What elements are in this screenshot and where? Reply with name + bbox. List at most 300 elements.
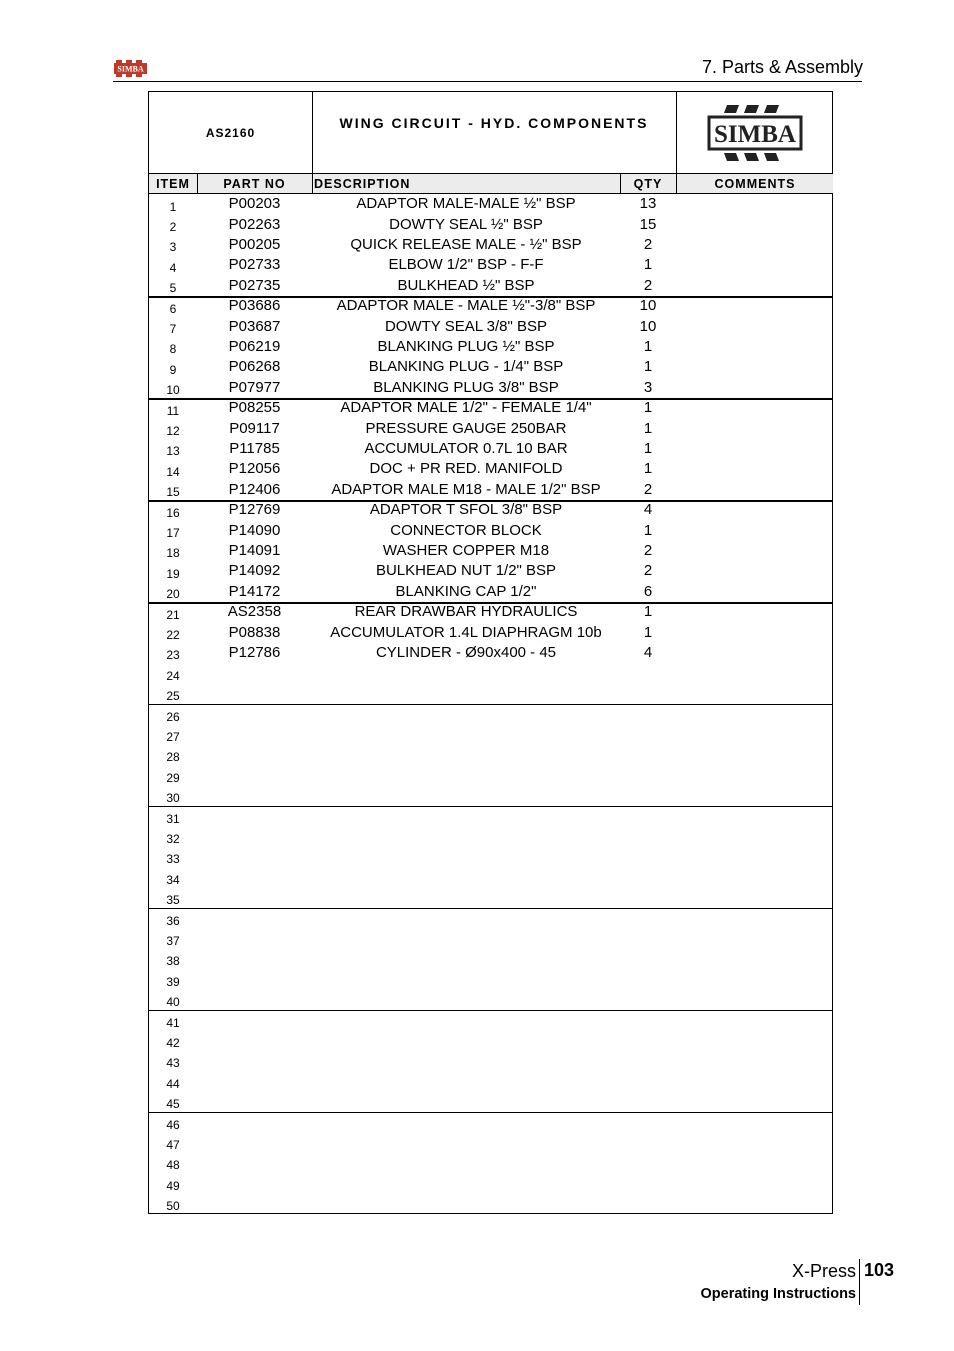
cell-part-number: P00203 bbox=[228, 195, 281, 213]
table-row bbox=[149, 887, 832, 907]
cell-item-number: 47 bbox=[166, 1138, 180, 1153]
table-row bbox=[149, 214, 832, 234]
cell-description: ADAPTOR MALE M18 - MALE 1/2" BSP bbox=[331, 480, 601, 498]
cell-part-number bbox=[197, 683, 312, 703]
cell-item-number: 2 bbox=[169, 220, 177, 235]
cell-part-number: P02733 bbox=[228, 256, 281, 274]
cell-description: ADAPTOR MALE-MALE ½" BSP bbox=[356, 195, 576, 213]
table-row bbox=[149, 602, 832, 622]
cell-item-number: 36 bbox=[166, 913, 180, 928]
cell-description: QUICK RELEASE MALE - ½" BSP bbox=[350, 235, 582, 253]
cell-comments bbox=[676, 214, 833, 234]
cell-quantity: 1 bbox=[643, 521, 653, 539]
cell-quantity: 6 bbox=[643, 582, 653, 600]
cell-item-number: 12 bbox=[166, 424, 180, 439]
table-row bbox=[149, 1091, 832, 1111]
cell-part-number bbox=[197, 846, 312, 866]
table-row bbox=[149, 1010, 832, 1030]
cell-item-number: 21 bbox=[166, 607, 180, 622]
table-row bbox=[149, 581, 832, 601]
cell-comments bbox=[676, 948, 833, 968]
table-row bbox=[149, 826, 832, 846]
cell-comments bbox=[676, 418, 833, 438]
cell-comments bbox=[676, 928, 833, 948]
cell-comments bbox=[676, 1132, 833, 1152]
table-row bbox=[149, 867, 832, 887]
cell-quantity: 2 bbox=[643, 541, 653, 559]
cell-item-number: 32 bbox=[166, 832, 180, 847]
cell-description bbox=[312, 806, 620, 826]
cell-part-number bbox=[197, 806, 312, 826]
cell-description: PRESSURE GAUGE 250BAR bbox=[365, 419, 567, 437]
page-number: 103 bbox=[864, 1260, 895, 1280]
cell-description: BULKHEAD NUT 1/2" BSP bbox=[375, 562, 557, 580]
cell-quantity bbox=[620, 1173, 676, 1193]
logo-text: SIMBA bbox=[713, 120, 796, 148]
cell-part-number bbox=[197, 908, 312, 928]
cell-part-number bbox=[197, 887, 312, 907]
cell-part-number bbox=[197, 704, 312, 724]
cell-part-number bbox=[197, 928, 312, 948]
table-row bbox=[149, 704, 832, 724]
cell-part-number: AS2358 bbox=[227, 603, 282, 621]
cell-part-number: P08838 bbox=[228, 623, 281, 641]
cell-comments bbox=[676, 602, 833, 622]
cell-description bbox=[312, 1132, 620, 1152]
cell-item-number: 42 bbox=[166, 1036, 180, 1051]
cell-comments bbox=[676, 969, 833, 989]
cell-part-number: P03687 bbox=[228, 317, 281, 335]
cell-description bbox=[312, 1010, 620, 1030]
cell-item-number: 1 bbox=[169, 199, 177, 214]
cell-quantity bbox=[620, 846, 676, 866]
cell-part-number: P07977 bbox=[228, 378, 281, 396]
table-row bbox=[149, 255, 832, 275]
cell-item-number: 5 bbox=[169, 281, 177, 296]
cell-comments bbox=[676, 194, 833, 214]
cell-comments bbox=[676, 989, 833, 1009]
cell-item-number: 14 bbox=[166, 464, 180, 479]
cell-part-number: P12786 bbox=[228, 643, 281, 661]
table-row bbox=[149, 663, 832, 683]
footer-divider bbox=[859, 1259, 860, 1305]
cell-part-number bbox=[197, 663, 312, 683]
cell-item-number: 25 bbox=[166, 689, 180, 704]
cell-part-number: P03686 bbox=[228, 297, 281, 315]
cell-quantity bbox=[620, 1010, 676, 1030]
cell-quantity bbox=[620, 826, 676, 846]
cell-comments bbox=[676, 377, 833, 397]
table-row bbox=[149, 989, 832, 1009]
cell-description: BLANKING CAP 1/2" bbox=[395, 582, 537, 600]
cell-part-number: P02735 bbox=[228, 276, 281, 294]
cell-item-number: 43 bbox=[166, 1056, 180, 1071]
table-row bbox=[149, 1071, 832, 1091]
divider bbox=[312, 174, 313, 194]
table-row bbox=[149, 336, 832, 356]
cell-description bbox=[312, 1030, 620, 1050]
cell-part-number: P14172 bbox=[228, 582, 281, 600]
cell-quantity: 13 bbox=[639, 195, 657, 213]
cell-description: DOWTY SEAL 3/8" BSP bbox=[384, 317, 548, 335]
simba-logo bbox=[676, 92, 833, 173]
cell-description bbox=[312, 724, 620, 744]
cell-part-number bbox=[197, 1152, 312, 1172]
cell-part-number: P08255 bbox=[228, 399, 281, 417]
cell-part-number bbox=[197, 1112, 312, 1132]
cell-quantity bbox=[620, 1132, 676, 1152]
cell-quantity bbox=[620, 704, 676, 724]
cell-comments bbox=[676, 1112, 833, 1132]
cell-comments bbox=[676, 826, 833, 846]
cell-comments bbox=[676, 908, 833, 928]
cell-description: ACCUMULATOR 1.4L DIAPHRAGM 10b bbox=[330, 623, 602, 641]
cell-part-number bbox=[197, 1010, 312, 1030]
header-simba-logo bbox=[113, 59, 148, 78]
cell-description bbox=[312, 826, 620, 846]
cell-comments bbox=[676, 1193, 833, 1213]
cell-quantity bbox=[620, 867, 676, 887]
cell-quantity: 10 bbox=[639, 297, 657, 315]
cell-item-number: 26 bbox=[166, 709, 180, 724]
cell-part-number bbox=[197, 1050, 312, 1070]
cell-part-number bbox=[197, 867, 312, 887]
cell-part-number: P14090 bbox=[228, 521, 281, 539]
cell-quantity bbox=[620, 908, 676, 928]
cell-quantity: 2 bbox=[643, 235, 653, 253]
assembly-code: AS2160 bbox=[205, 125, 256, 140]
cell-description: WASHER COPPER M18 bbox=[382, 541, 550, 559]
cell-part-number: P12406 bbox=[228, 480, 281, 498]
cell-description: ADAPTOR T SFOL 3/8" BSP bbox=[369, 501, 563, 519]
cell-comments bbox=[676, 663, 833, 683]
cell-quantity: 4 bbox=[643, 643, 653, 661]
cell-quantity: 2 bbox=[643, 276, 653, 294]
cell-description bbox=[312, 1193, 620, 1213]
cell-item-number: 35 bbox=[166, 893, 180, 908]
cell-comments bbox=[676, 357, 833, 377]
cell-quantity bbox=[620, 785, 676, 805]
cell-quantity bbox=[620, 1091, 676, 1111]
table-row bbox=[149, 479, 832, 499]
cell-description: ADAPTOR MALE 1/2" - FEMALE 1/4" bbox=[340, 399, 592, 417]
parts-table bbox=[148, 91, 833, 1214]
cell-comments bbox=[676, 296, 833, 316]
table-row bbox=[149, 377, 832, 397]
cell-comments bbox=[676, 1091, 833, 1111]
product-name: X-Press bbox=[791, 1261, 856, 1281]
cell-part-number bbox=[197, 785, 312, 805]
table-row bbox=[149, 275, 832, 295]
cell-item-number: 29 bbox=[166, 770, 180, 785]
cell-quantity: 3 bbox=[643, 378, 653, 396]
header-logo-text: SIMBA bbox=[117, 64, 144, 74]
cell-description: CONNECTOR BLOCK bbox=[390, 521, 542, 539]
cell-quantity bbox=[620, 1112, 676, 1132]
table-row bbox=[149, 398, 832, 418]
cell-comments bbox=[676, 704, 833, 724]
table-row bbox=[149, 520, 832, 540]
cell-quantity: 1 bbox=[643, 460, 653, 478]
cell-comments bbox=[676, 234, 833, 254]
cell-description bbox=[312, 765, 620, 785]
cell-description bbox=[312, 785, 620, 805]
cell-quantity bbox=[620, 765, 676, 785]
table-title: WING CIRCUIT - HYD. COMPONENTS bbox=[339, 114, 649, 131]
cell-part-number: P02263 bbox=[228, 215, 281, 233]
cell-item-number: 31 bbox=[166, 811, 180, 826]
cell-quantity: 1 bbox=[643, 256, 653, 274]
cell-item-number: 33 bbox=[166, 852, 180, 867]
table-row bbox=[149, 928, 832, 948]
table-row bbox=[149, 1112, 832, 1132]
cell-comments bbox=[676, 867, 833, 887]
table-row bbox=[149, 1050, 832, 1070]
cell-item-number: 23 bbox=[166, 648, 180, 663]
cell-part-number bbox=[197, 1173, 312, 1193]
cell-quantity: 10 bbox=[639, 317, 657, 335]
table-row bbox=[149, 1173, 832, 1193]
divider bbox=[197, 174, 198, 194]
cell-description bbox=[312, 969, 620, 989]
cell-part-number: P14092 bbox=[228, 562, 281, 580]
cell-part-number bbox=[197, 948, 312, 968]
table-row bbox=[149, 948, 832, 968]
cell-quantity bbox=[620, 989, 676, 1009]
cell-item-number: 4 bbox=[169, 260, 177, 275]
cell-description: DOWTY SEAL ½" BSP bbox=[389, 215, 543, 233]
cell-comments bbox=[676, 336, 833, 356]
cell-item-number: 41 bbox=[166, 1015, 180, 1030]
cell-quantity bbox=[620, 744, 676, 764]
divider bbox=[676, 174, 677, 194]
cell-item-number: 46 bbox=[166, 1117, 180, 1132]
cell-quantity bbox=[620, 663, 676, 683]
cell-part-number bbox=[197, 1071, 312, 1091]
cell-description: CYLINDER - Ø90x400 - 45 bbox=[375, 643, 557, 661]
cell-quantity bbox=[620, 948, 676, 968]
table-row bbox=[149, 622, 832, 642]
cell-quantity: 15 bbox=[639, 215, 657, 233]
col-header-comments: COMMENTS bbox=[677, 174, 833, 193]
cell-item-number: 6 bbox=[169, 301, 177, 316]
table-row bbox=[149, 357, 832, 377]
table-row bbox=[149, 908, 832, 928]
cell-part-number: P06268 bbox=[228, 358, 281, 376]
cell-description: BLANKING PLUG ½" BSP bbox=[377, 337, 555, 355]
cell-comments bbox=[676, 744, 833, 764]
cell-description bbox=[312, 1112, 620, 1132]
cell-part-number bbox=[197, 765, 312, 785]
cell-item-number: 18 bbox=[166, 546, 180, 561]
document-subtitle: Operating Instructions bbox=[700, 1286, 856, 1302]
cell-description: BLANKING PLUG - 1/4" BSP bbox=[368, 358, 564, 376]
cell-item-number: 44 bbox=[166, 1076, 180, 1091]
cell-description bbox=[312, 744, 620, 764]
cell-comments bbox=[676, 459, 833, 479]
cell-item-number: 20 bbox=[166, 587, 180, 602]
cell-item-number: 11 bbox=[166, 403, 180, 418]
cell-comments bbox=[676, 1030, 833, 1050]
cell-item-number: 39 bbox=[166, 974, 180, 989]
cell-comments bbox=[676, 398, 833, 418]
cell-item-number: 24 bbox=[166, 668, 180, 683]
cell-part-number bbox=[197, 1132, 312, 1152]
table-row bbox=[149, 459, 832, 479]
cell-quantity bbox=[620, 969, 676, 989]
cell-description bbox=[312, 704, 620, 724]
cell-comments bbox=[676, 622, 833, 642]
cell-comments bbox=[676, 561, 833, 581]
cell-part-number: P14091 bbox=[228, 541, 281, 559]
cell-description bbox=[312, 1091, 620, 1111]
cell-description bbox=[312, 1173, 620, 1193]
cell-quantity bbox=[620, 1193, 676, 1213]
cell-description bbox=[312, 887, 620, 907]
table-row bbox=[149, 418, 832, 438]
cell-part-number: P12056 bbox=[228, 460, 281, 478]
cell-comments bbox=[676, 581, 833, 601]
cell-quantity bbox=[620, 1152, 676, 1172]
divider bbox=[620, 174, 621, 194]
cell-part-number bbox=[197, 1091, 312, 1111]
cell-comments bbox=[676, 1010, 833, 1030]
table-row bbox=[149, 683, 832, 703]
cell-part-number: P09117 bbox=[229, 419, 280, 437]
cell-quantity bbox=[620, 1050, 676, 1070]
cell-description bbox=[312, 1050, 620, 1070]
cell-item-number: 37 bbox=[166, 934, 180, 949]
cell-part-number: P12769 bbox=[228, 501, 281, 519]
cell-comments bbox=[676, 500, 833, 520]
cell-quantity: 1 bbox=[643, 623, 653, 641]
cell-comments bbox=[676, 806, 833, 826]
cell-comments bbox=[676, 765, 833, 785]
cell-comments bbox=[676, 724, 833, 744]
cell-quantity bbox=[620, 1030, 676, 1050]
col-header-description: DESCRIPTION bbox=[314, 174, 620, 193]
cell-description: DOC + PR RED. MANIFOLD bbox=[369, 460, 563, 478]
cell-quantity: 1 bbox=[643, 399, 653, 417]
cell-quantity: 1 bbox=[643, 603, 653, 621]
table-row bbox=[149, 316, 832, 336]
cell-comments bbox=[676, 785, 833, 805]
cell-item-number: 7 bbox=[169, 322, 177, 337]
table-row bbox=[149, 744, 832, 764]
cell-item-number: 49 bbox=[166, 1178, 180, 1193]
cell-part-number bbox=[197, 826, 312, 846]
table-row bbox=[149, 969, 832, 989]
cell-description: ACCUMULATOR 0.7L 10 BAR bbox=[364, 439, 568, 457]
cell-item-number: 9 bbox=[169, 362, 177, 377]
table-row bbox=[149, 1030, 832, 1050]
cell-comments bbox=[676, 683, 833, 703]
cell-part-number: P00205 bbox=[228, 235, 281, 253]
cell-description bbox=[312, 948, 620, 968]
cell-quantity bbox=[620, 724, 676, 744]
cell-description bbox=[312, 908, 620, 928]
cell-description bbox=[312, 1152, 620, 1172]
cell-description bbox=[312, 989, 620, 1009]
cell-comments bbox=[676, 1050, 833, 1070]
cell-quantity bbox=[620, 887, 676, 907]
table-row bbox=[149, 561, 832, 581]
cell-description bbox=[312, 683, 620, 703]
cell-item-number: 28 bbox=[166, 750, 180, 765]
cell-item-number: 15 bbox=[166, 485, 180, 500]
cell-item-number: 13 bbox=[166, 444, 180, 459]
table-row bbox=[149, 785, 832, 805]
cell-comments bbox=[676, 846, 833, 866]
cell-description bbox=[312, 928, 620, 948]
cell-description: REAR DRAWBAR HYDRAULICS bbox=[354, 603, 578, 621]
cell-comments bbox=[676, 642, 833, 662]
table-row bbox=[149, 438, 832, 458]
cell-item-number: 40 bbox=[166, 995, 180, 1010]
table-row bbox=[149, 540, 832, 560]
col-header-qty: QTY bbox=[620, 174, 676, 193]
table-row bbox=[149, 806, 832, 826]
cell-quantity: 1 bbox=[643, 419, 653, 437]
cell-comments bbox=[676, 275, 833, 295]
cell-comments bbox=[676, 1071, 833, 1091]
cell-part-number bbox=[197, 1030, 312, 1050]
cell-description bbox=[312, 846, 620, 866]
cell-part-number bbox=[197, 744, 312, 764]
cell-quantity bbox=[620, 806, 676, 826]
cell-item-number: 16 bbox=[166, 505, 180, 520]
cell-quantity: 4 bbox=[643, 501, 653, 519]
cell-item-number: 19 bbox=[166, 566, 180, 581]
cell-item-number: 27 bbox=[166, 730, 180, 745]
cell-quantity bbox=[620, 1071, 676, 1091]
cell-comments bbox=[676, 438, 833, 458]
cell-description: ADAPTOR MALE - MALE ½"-3/8" BSP bbox=[336, 297, 596, 315]
cell-quantity bbox=[620, 928, 676, 948]
table-row bbox=[149, 846, 832, 866]
cell-comments bbox=[676, 479, 833, 499]
cell-part-number bbox=[197, 1193, 312, 1213]
cell-description: ELBOW 1/2" BSP - F-F bbox=[388, 256, 544, 274]
cell-item-number: 3 bbox=[169, 240, 177, 255]
cell-item-number: 34 bbox=[166, 872, 180, 887]
cell-part-number bbox=[197, 989, 312, 1009]
cell-part-number bbox=[197, 724, 312, 744]
cell-quantity: 2 bbox=[643, 480, 653, 498]
cell-description bbox=[312, 867, 620, 887]
cell-comments bbox=[676, 255, 833, 275]
cell-item-number: 48 bbox=[166, 1158, 180, 1173]
cell-part-number: P11785 bbox=[229, 439, 280, 457]
cell-quantity: 1 bbox=[643, 337, 653, 355]
cell-item-number: 38 bbox=[166, 954, 180, 969]
cell-item-number: 17 bbox=[166, 526, 180, 541]
cell-description: BLANKING PLUG 3/8" BSP bbox=[373, 378, 559, 396]
cell-description: BULKHEAD ½" BSP bbox=[397, 276, 535, 294]
cell-item-number: 30 bbox=[166, 791, 180, 806]
section-title: 7. Parts & Assembly bbox=[701, 57, 863, 77]
cell-description bbox=[312, 1071, 620, 1091]
cell-part-number bbox=[197, 969, 312, 989]
cell-quantity: 2 bbox=[643, 562, 653, 580]
col-header-part-no: PART NO bbox=[197, 174, 312, 193]
cell-item-number: 45 bbox=[166, 1097, 180, 1112]
cell-comments bbox=[676, 540, 833, 560]
table-row bbox=[149, 1132, 832, 1152]
cell-part-number: P06219 bbox=[228, 337, 281, 355]
cell-item-number: 8 bbox=[169, 342, 177, 357]
table-row bbox=[149, 1152, 832, 1172]
